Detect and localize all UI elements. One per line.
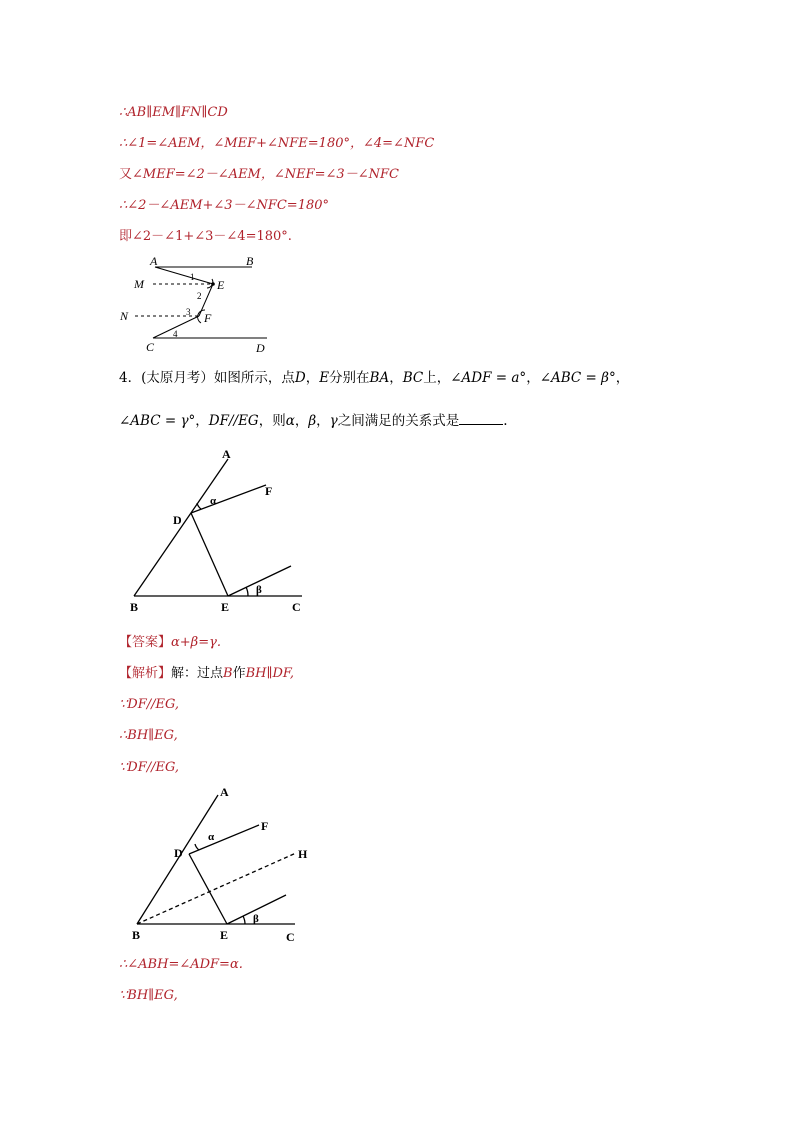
question-expr-DF-EG: DF//EG xyxy=(208,413,259,429)
answer-line xyxy=(119,634,221,652)
line-AE xyxy=(155,267,213,284)
angle-arc-alpha xyxy=(197,503,201,509)
angle-arc-alpha xyxy=(195,844,199,850)
point-E xyxy=(211,282,215,286)
question-text: 之间满足的关系式是 xyxy=(337,413,460,429)
analysis-tag: 【解析】 xyxy=(119,666,172,681)
label-angle-3: 3 xyxy=(186,307,191,317)
question-prefix: 4．(太原月考）如图所示，点 xyxy=(119,370,295,386)
label-A: A xyxy=(150,254,158,268)
label-F: F xyxy=(265,484,273,498)
line-DE xyxy=(191,513,228,596)
question-sep: ， xyxy=(615,370,630,386)
label-D: D xyxy=(256,341,265,355)
question-var-BC: BC xyxy=(402,370,424,386)
question-line-1 xyxy=(119,368,629,388)
label-B: B xyxy=(246,254,254,268)
answer-value: α+β=γ. xyxy=(171,635,221,650)
question-var-E: E xyxy=(319,370,330,386)
angle-arc-beta xyxy=(246,587,248,596)
label-angle-1: 1 xyxy=(190,272,195,282)
label-C: C xyxy=(286,930,295,944)
proof-line-1: ∴AB∥EM∥FN∥CD xyxy=(119,105,228,120)
analysis-text: 解：过点 xyxy=(171,666,224,681)
parallel-lines-figure xyxy=(115,252,275,358)
angle-arc-beta xyxy=(243,916,245,924)
line-DE xyxy=(189,854,227,924)
label-beta: β xyxy=(256,584,262,596)
label-E: E xyxy=(221,600,230,614)
label-A: A xyxy=(222,447,231,461)
question-alpha: α xyxy=(285,413,295,429)
question-expr-ABC-gamma: ∠ABC = γ° xyxy=(119,413,196,429)
label-C: C xyxy=(292,600,301,614)
proof-line-3-body: ∠MEF=∠2－∠AEM，∠NEF=∠3－∠NFC xyxy=(132,167,399,182)
question-gamma: γ xyxy=(329,413,338,429)
label-F: F xyxy=(204,311,212,325)
proof-line-4: ∴∠2－∠AEM+∠3－∠NFC=180° xyxy=(119,198,330,213)
question-line-2 xyxy=(119,411,508,431)
proof-line-3 xyxy=(119,166,399,184)
analysis-line xyxy=(119,665,294,683)
label-angle-2: 2 xyxy=(197,291,202,301)
question-text: 分别在 xyxy=(329,370,370,386)
question-expr-ABC-beta: ∠ABC = β° xyxy=(539,370,616,386)
proof-line-5-prefix: 即 xyxy=(119,229,133,244)
question-sep: ， xyxy=(389,370,403,386)
proof-line-3-prefix: 又 xyxy=(119,167,133,182)
line-BH xyxy=(137,853,296,924)
label-E: E xyxy=(217,278,225,292)
label-N: N xyxy=(120,309,129,323)
analysis-text-2: 作 xyxy=(232,666,246,681)
label-B: B xyxy=(130,600,139,614)
question-var-D: D xyxy=(294,370,306,386)
label-B: B xyxy=(132,928,141,942)
question-sep: ， xyxy=(526,370,540,386)
line-DF xyxy=(189,825,259,854)
step-5: ∵BH∥EG, xyxy=(119,988,178,1003)
label-M: M xyxy=(134,277,144,291)
proof-line-5-body: ∠2－∠1+∠3－∠4=180°. xyxy=(132,229,292,244)
question-text: ，则 xyxy=(258,413,286,429)
line-BA xyxy=(134,459,228,596)
label-C: C xyxy=(146,340,155,354)
label-angle-4: 4 xyxy=(173,329,178,339)
proof-line-2: ∴∠1=∠AEM，∠MEF+∠NFE=180°，∠4=∠NFC xyxy=(119,136,435,151)
question-sep: ， xyxy=(294,413,309,429)
triangle-figure xyxy=(120,445,310,620)
label-alpha: α xyxy=(210,495,217,507)
question-text: 上， xyxy=(423,370,451,386)
analysis-var-B: B xyxy=(223,666,233,681)
label-D: D xyxy=(173,513,182,527)
label-beta: β xyxy=(253,913,259,925)
proof-line-5 xyxy=(119,228,292,246)
question-beta: β xyxy=(308,413,317,429)
label-E: E xyxy=(220,928,229,942)
label-F: F xyxy=(261,819,269,833)
line-DF xyxy=(191,485,266,513)
question-var-BA: BA xyxy=(369,370,390,386)
triangle-auxiliary-figure xyxy=(120,780,320,950)
analysis-expr: BH∥DF, xyxy=(245,666,295,681)
label-H: H xyxy=(298,847,308,861)
question-end: . xyxy=(503,413,508,429)
answer-blank xyxy=(459,412,503,425)
step-2: ∴BH∥EG, xyxy=(119,728,178,743)
step-4: ∴∠ABH=∠ADF=α. xyxy=(119,957,243,972)
answer-tag: 【答案】 xyxy=(119,635,172,650)
label-alpha: α xyxy=(208,831,215,843)
label-D: D xyxy=(174,846,183,860)
step-3: ∵DF//EG, xyxy=(119,760,180,775)
question-sep: ， xyxy=(316,413,330,429)
label-A: A xyxy=(220,785,229,799)
question-expr-ADF: ∠ADF = a° xyxy=(450,370,527,386)
question-sep: ， xyxy=(195,413,209,429)
step-1: ∵DF//EG, xyxy=(119,697,180,712)
question-sep: ， xyxy=(305,370,320,386)
